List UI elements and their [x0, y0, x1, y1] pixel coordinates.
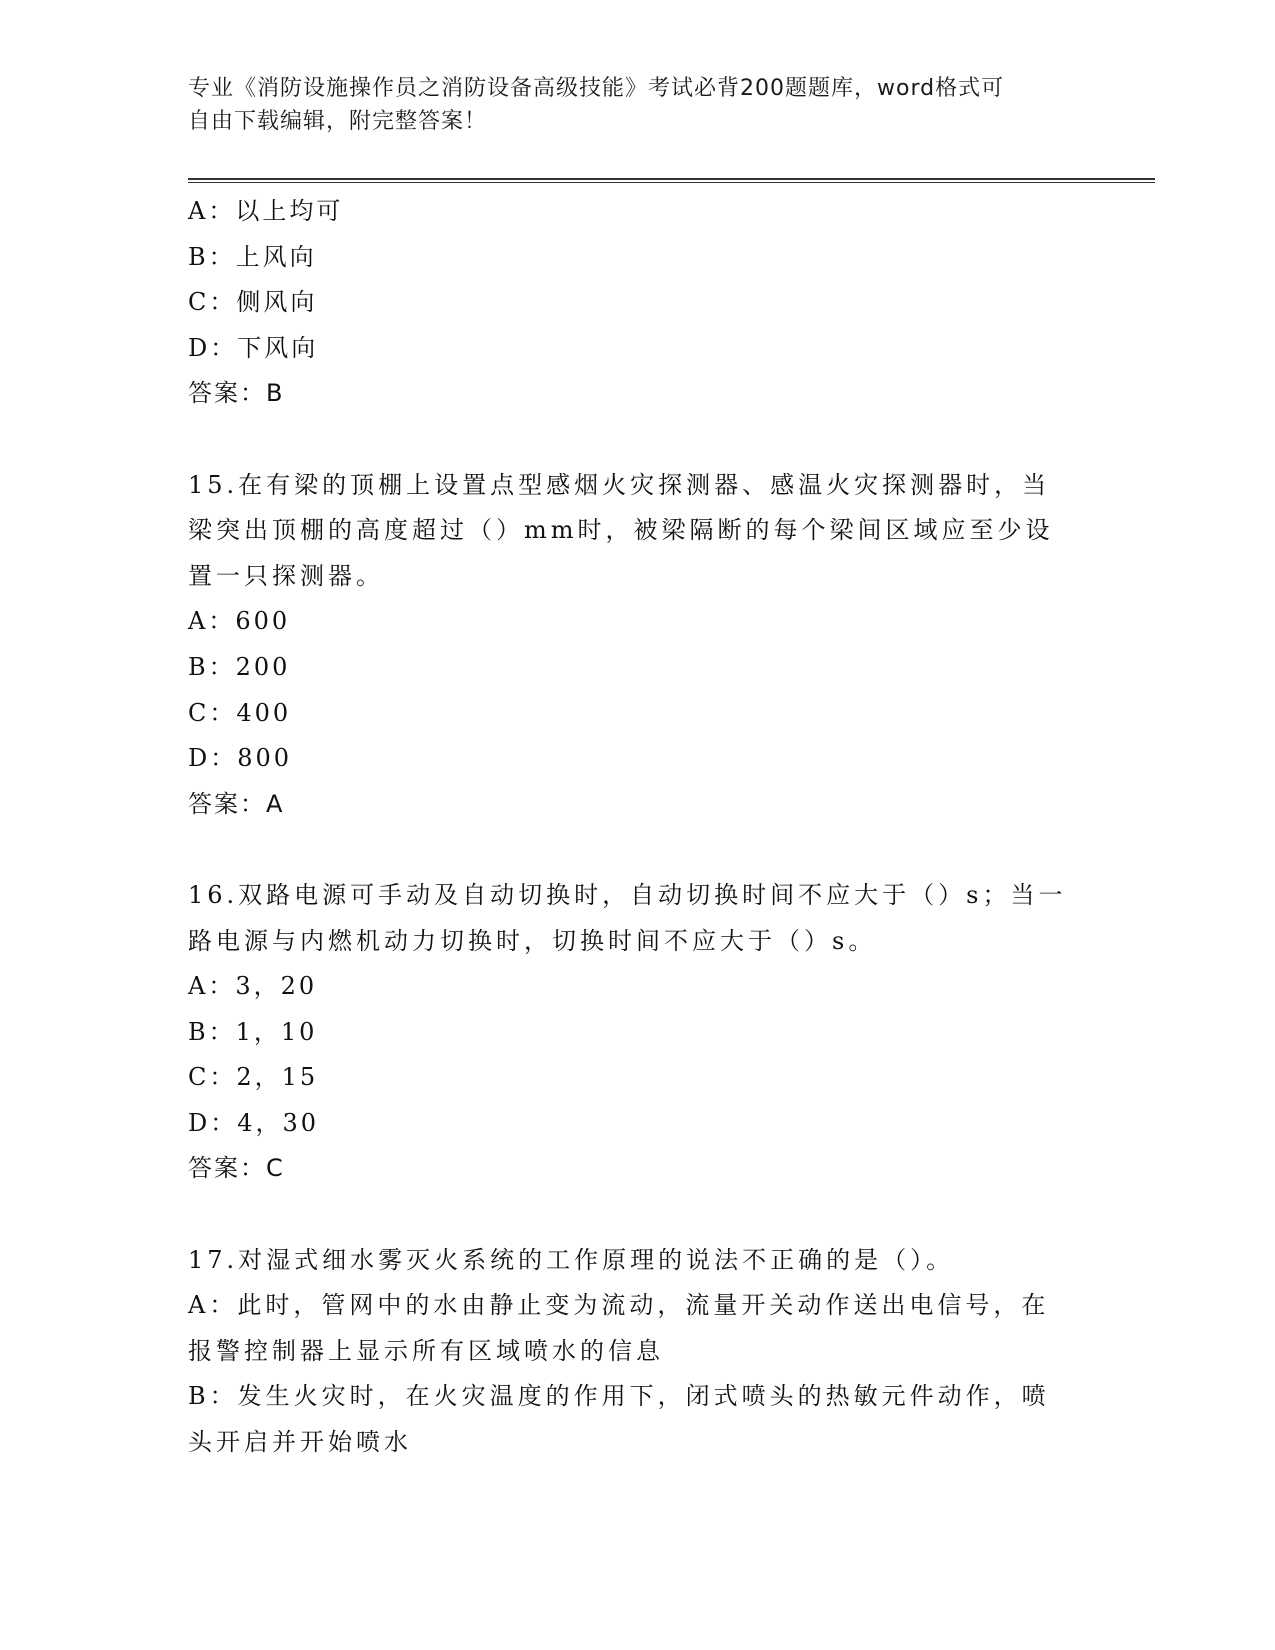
- option-a: A：此时，管网中的水由静止变为流动，流量开关动作送出电信号，在报警控制器上显示所有区域喷水的信息: [188, 1291, 1050, 1365]
- question-stem: 15.在有梁的顶棚上设置点型感烟火灾探测器、感温火灾探测器时，当梁突出顶棚的高度超过（）mm时，被梁隔断的每个梁间区域应至少设置一只探测器。: [188, 470, 1054, 590]
- option-d: D：800: [188, 744, 293, 773]
- option-c: C：400: [188, 698, 292, 727]
- header-rule-thin: [188, 182, 1155, 183]
- option-a: A：3，20: [188, 972, 318, 1001]
- option-c: C：侧风向: [188, 288, 318, 317]
- option-b: B：200: [188, 652, 291, 681]
- option-a: A：以上均可: [188, 197, 344, 225]
- page-header: [188, 72, 1068, 138]
- option-d: D：4，30: [188, 1108, 320, 1137]
- header-rule-thick: [188, 178, 1155, 180]
- spacer: [188, 827, 1088, 873]
- option-b: B：发生火灾时，在火灾温度的作用下，闭式喷头的热敏元件动作，喷头开启并开始喷水: [188, 1382, 1050, 1457]
- option-d: D：下风向: [188, 333, 319, 362]
- spacer: [188, 1192, 1088, 1238]
- spacer: [188, 417, 1088, 463]
- question-stem: 17.对湿式细水雾灭火系统的工作原理的说法不正确的是（）。: [188, 1245, 955, 1274]
- question-list: [188, 189, 1088, 1466]
- header-line-2: 自由下载编辑，附完整答案！: [188, 109, 488, 134]
- header-line-1: 专业《消防设施操作员之消防设备高级技能》考试必背200题题库，word格式可: [188, 76, 1005, 101]
- question-block: [188, 189, 1088, 417]
- answer-label: 答案：C: [188, 1154, 285, 1183]
- question-block: [188, 873, 1088, 1192]
- question-block: [188, 1238, 1088, 1466]
- option-b: B：上风向: [188, 242, 317, 271]
- option-a: A：600: [188, 607, 291, 636]
- option-c: C：2，15: [188, 1063, 319, 1092]
- question-block: [188, 463, 1088, 828]
- answer-label: 答案：B: [188, 379, 285, 408]
- answer-label: 答案：A: [188, 789, 285, 818]
- option-b: B：1，10: [188, 1017, 318, 1046]
- question-stem: 16.双路电源可手动及自动切换时，自动切换时间不应大于（）s；当一路电源与内燃机动力切换时，切换时间不应大于（）s。: [188, 880, 1067, 955]
